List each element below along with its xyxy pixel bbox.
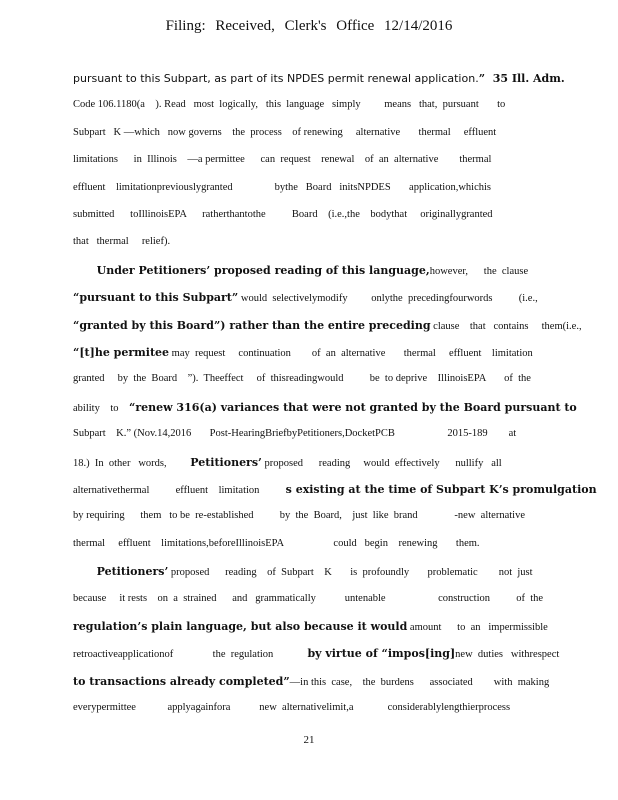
text-run: regulation’s plain language, but also because it would <box>73 620 408 633</box>
text-line <box>73 538 480 549</box>
text-run: Subpart K —which now governs the process of renewing alternative thermal effluent <box>73 126 497 138</box>
text-run: alternativethermal effluent limitation <box>73 485 286 496</box>
text-run: that thermal relief). <box>73 236 171 248</box>
text-run: submitted toIllinoisEPA ratherthantothe Board (i.e.,the bodythat originallygranted <box>73 209 493 220</box>
text-line <box>73 565 533 578</box>
text-run: Code 106.1180(a ). Read most logically, this language simply means that, pursuant to <box>73 99 506 111</box>
text-run: however, the clause <box>429 265 529 277</box>
text-run: “granted by this Board”) rather than the entire preceding <box>73 318 431 332</box>
text-run <box>73 567 97 578</box>
text-line <box>73 483 597 496</box>
text-run <box>73 266 97 277</box>
text-run: Petitioners’ <box>96 565 169 579</box>
text-run: pursuant to this Subpart, as part of its NPDES permit renewal application. <box>73 72 479 85</box>
text-line <box>73 593 543 604</box>
text-run: clause that contains them(i.e., <box>430 320 582 332</box>
text-line <box>73 236 170 247</box>
text-run: Petitioners’ <box>190 455 262 469</box>
text-run: new duties withrespect <box>455 649 560 661</box>
text-line <box>73 620 548 633</box>
text-run: “renew 316(a) variances that were not granted by the Board pursuant to <box>129 400 577 414</box>
text-line <box>73 209 493 220</box>
text-run: —in this case, the burdens associated with making <box>289 676 550 688</box>
text-run: may request continuation of an alternative thermal effluent limitation <box>169 348 533 359</box>
text-run: limitations in Illinois —a permittee can request renewal of an alternative thermal <box>73 154 492 166</box>
text-line <box>73 675 549 688</box>
text-run: s existing at the time of Subpart K’s promulgation <box>285 483 597 496</box>
text-run: amount to an impermissible <box>407 622 548 633</box>
text-run: retroactiveapplicationof the regulation <box>73 649 308 661</box>
text-run: by requiring them to be re-established by the Board, just like brand -new alternative <box>73 510 525 522</box>
text-line <box>73 510 525 521</box>
text-run: to transactions already completed” <box>73 674 290 688</box>
text-run: proposed reading would effectively nullify all <box>261 457 502 469</box>
text-line <box>73 291 538 304</box>
text-run: granted by the Board ”). Theeffect of thisreadingwould be to deprive IllinoisEPA of the <box>73 373 531 385</box>
filing-header: Filing: Received, Clerk's Office 12/14/2016 <box>165 18 453 34</box>
text-run: Under Petitioners’ proposed reading of this language, <box>96 263 430 277</box>
text-line <box>73 456 502 469</box>
text-run: because it rests on a strained and grammatically untenable construction of the <box>73 592 544 604</box>
text-line <box>73 346 533 359</box>
text-run: ability to <box>73 402 129 414</box>
text-line <box>73 264 528 277</box>
text-run: would selectivelymodify onlythe precedingfourwords (i.e., <box>238 293 538 305</box>
text-run: thermal effluent limitations,beforeIllinoisEPA could begin renewing them. <box>73 537 480 549</box>
text-run: ” 35 Ill. Adm. <box>478 72 565 85</box>
text-line <box>73 647 559 660</box>
text-run: everypermittee applyagainfora new alternativelimit,a considerablylengthierprocess <box>73 702 511 714</box>
text-line <box>73 401 577 414</box>
text-line <box>73 428 516 439</box>
text-run: effluent limitationpreviouslygranted bythe Board initsNPDES application,whichis <box>73 181 492 193</box>
text-line <box>73 702 510 713</box>
text-run: proposed reading of Subpart K is profoundly problematic not just <box>168 567 533 579</box>
text-line <box>73 99 505 110</box>
text-line <box>73 319 582 332</box>
text-run: “pursuant to this Subpart” <box>73 291 239 305</box>
text-run: by virtue of “impos[ing] <box>307 647 456 661</box>
text-line <box>73 182 491 193</box>
text-run: 18.) In other words, <box>73 457 191 469</box>
text-line <box>73 373 531 384</box>
text-run: Subpart K.” (Nov.14,2016 Post-HearingBriefbyPetitioners,DocketPCB 2015-189 at <box>73 428 517 440</box>
text-line <box>73 154 491 165</box>
page-number: 21 <box>303 734 315 746</box>
text-line <box>73 72 565 85</box>
text-line <box>73 127 496 138</box>
text-run: “[t]he permitee <box>73 346 170 359</box>
